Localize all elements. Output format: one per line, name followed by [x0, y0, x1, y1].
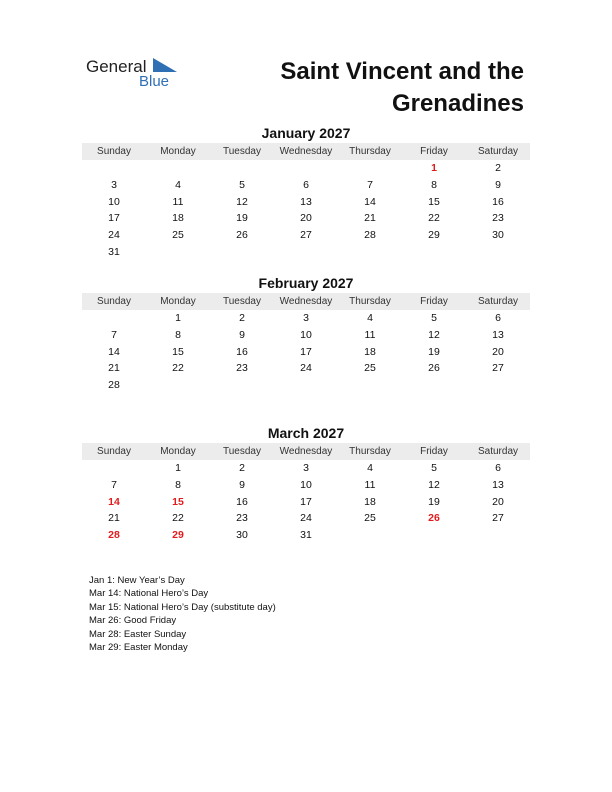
empty-cell [146, 160, 210, 177]
holiday-notes [89, 574, 276, 654]
logo-text-blue: Blue [139, 73, 170, 90]
day-cell: 27 [492, 362, 504, 375]
day-cell: 23 [236, 512, 248, 525]
holiday-note: Mar 28: Easter Sunday [89, 628, 187, 640]
empty-cell [82, 160, 146, 177]
day-cell: 8 [431, 178, 437, 191]
day-cell: 6 [495, 462, 501, 474]
day-cell: 30 [236, 529, 248, 542]
day-cell: 26 [428, 362, 440, 375]
day-cell: 3 [111, 178, 117, 191]
day-cell: 15 [428, 195, 440, 208]
day-cell: 12 [428, 328, 440, 341]
logo-text-general: General [86, 57, 147, 76]
day-cell: 6 [303, 178, 309, 191]
weekday-label: Friday [420, 146, 448, 157]
day-cell: 13 [492, 328, 504, 341]
day-cell: 7 [111, 478, 117, 491]
day-cell: 29 [172, 529, 184, 542]
day-cell: 31 [300, 529, 312, 542]
weekday-label: Wednesday [279, 296, 333, 307]
weekday-label: Tuesday [223, 146, 261, 157]
day-cell: 10 [108, 195, 120, 208]
day-cell: 16 [236, 495, 248, 508]
day-cell: 29 [428, 229, 440, 242]
day-cell: 14 [108, 345, 120, 358]
day-cell: 5 [239, 178, 245, 191]
day-cell: 22 [172, 362, 184, 375]
month-title: February 2027 [258, 275, 354, 291]
day-cell: 25 [364, 362, 376, 375]
day-cell: 28 [108, 379, 120, 392]
weekday-label: Wednesday [279, 446, 333, 457]
day-cell: 23 [492, 212, 504, 225]
day-cell: 11 [172, 195, 184, 208]
weekday-label: Thursday [349, 296, 391, 307]
day-cell: 18 [364, 495, 376, 508]
day-cell: 15 [172, 495, 184, 508]
holiday-note: Mar 29: Easter Monday [89, 642, 188, 654]
page-title [280, 56, 524, 120]
weekday-label: Sunday [97, 296, 131, 307]
holiday-note: Mar 26: Good Friday [89, 615, 177, 627]
weekday-label: Thursday [349, 446, 391, 457]
day-cell: 17 [108, 212, 120, 225]
day-cell: 9 [495, 178, 501, 191]
day-cell: 31 [108, 245, 120, 258]
day-cell: 25 [172, 229, 184, 242]
weekday-label: Tuesday [223, 296, 261, 307]
day-cell: 23 [236, 362, 248, 375]
day-cell: 6 [495, 312, 501, 324]
weekday-label: Sunday [97, 446, 131, 457]
holiday-note: Mar 14: National Hero’s Day [89, 588, 209, 600]
day-cell: 3 [303, 312, 309, 324]
day-cell: 19 [236, 212, 248, 225]
day-cell: 8 [175, 328, 181, 341]
day-cell: 18 [364, 345, 376, 358]
weekday-label: Tuesday [223, 446, 261, 457]
weekday-label: Sunday [97, 146, 131, 157]
day-cell: 8 [175, 478, 181, 491]
weekday-label: Saturday [477, 296, 519, 307]
weekday-label: Monday [160, 146, 196, 157]
weekday-label: Friday [420, 296, 448, 307]
day-cell: 20 [300, 212, 312, 225]
day-cell: 1 [175, 462, 181, 474]
generalblue-logo [86, 55, 186, 95]
month-calendar-january [82, 124, 530, 261]
day-grid [82, 310, 530, 394]
day-cell: 21 [108, 512, 120, 525]
day-cell: 21 [364, 212, 376, 225]
day-cell: 30 [492, 229, 504, 242]
day-cell: 17 [300, 495, 312, 508]
day-cell: 24 [300, 362, 312, 375]
weekday-label: Monday [160, 296, 196, 307]
day-cell: 24 [300, 512, 312, 525]
day-cell: 2 [239, 312, 245, 324]
day-cell: 11 [364, 478, 376, 491]
empty-cell [82, 460, 146, 477]
weekday-label: Wednesday [279, 146, 333, 157]
day-cell: 5 [431, 312, 437, 324]
month-title: January 2027 [261, 125, 351, 141]
weekday-label: Saturday [477, 146, 519, 157]
day-cell: 14 [364, 195, 376, 208]
day-cell: 1 [431, 162, 437, 174]
holiday-note: Jan 1: New Year’s Day [89, 575, 185, 586]
weekday-label: Friday [420, 446, 448, 457]
day-cell: 11 [364, 328, 376, 341]
empty-cell [82, 310, 146, 327]
day-cell: 24 [108, 229, 120, 242]
day-cell: 9 [239, 328, 245, 341]
day-cell: 7 [111, 328, 117, 341]
day-cell: 1 [175, 312, 181, 324]
day-cell: 14 [108, 495, 120, 508]
day-cell: 10 [300, 478, 312, 491]
day-cell: 28 [364, 229, 376, 242]
day-cell: 10 [300, 328, 312, 341]
day-cell: 19 [428, 495, 440, 508]
day-cell: 25 [364, 512, 376, 525]
day-cell: 4 [367, 462, 373, 474]
day-cell: 27 [492, 512, 504, 525]
month-calendar-february [82, 274, 530, 394]
day-cell: 20 [492, 345, 504, 358]
day-cell: 27 [300, 229, 312, 242]
day-cell: 21 [108, 362, 120, 375]
empty-cell [210, 160, 274, 177]
logo-triangle-icon [153, 58, 177, 74]
title-line-1: Saint Vincent and the [280, 58, 524, 85]
day-cell: 13 [300, 195, 312, 208]
weekday-header [82, 293, 530, 310]
day-cell: 28 [108, 529, 120, 542]
title-line-2: Grenadines [391, 90, 524, 117]
day-cell: 4 [367, 312, 373, 324]
day-cell: 22 [428, 212, 440, 225]
day-cell: 2 [239, 462, 245, 474]
weekday-label: Saturday [477, 446, 519, 457]
empty-cell [274, 160, 338, 177]
holiday-note: Mar 15: National Hero’s Day (substitute day) [89, 601, 276, 613]
day-cell: 3 [303, 462, 309, 474]
day-cell: 4 [175, 178, 181, 191]
day-cell: 16 [236, 345, 248, 358]
day-cell: 22 [172, 512, 184, 525]
month-calendar-march [82, 424, 530, 544]
empty-cell [338, 160, 402, 177]
day-cell: 7 [367, 178, 373, 191]
day-cell: 9 [239, 478, 245, 491]
day-cell: 19 [428, 345, 440, 358]
day-cell: 26 [428, 512, 440, 525]
day-grid [82, 460, 530, 544]
day-cell: 15 [172, 345, 184, 358]
day-cell: 12 [428, 478, 440, 491]
weekday-header [82, 443, 530, 460]
day-cell: 26 [236, 229, 248, 242]
day-cell: 17 [300, 345, 312, 358]
weekday-label: Monday [160, 446, 196, 457]
day-cell: 13 [492, 478, 504, 491]
day-cell: 18 [172, 212, 184, 225]
day-cell: 16 [492, 195, 504, 208]
month-title: March 2027 [267, 425, 345, 441]
day-cell: 2 [495, 162, 501, 174]
day-cell: 5 [431, 462, 437, 474]
day-grid [82, 160, 530, 261]
day-cell: 20 [492, 495, 504, 508]
day-cell: 12 [236, 195, 248, 208]
weekday-label: Thursday [349, 146, 391, 157]
weekday-header [82, 143, 530, 160]
